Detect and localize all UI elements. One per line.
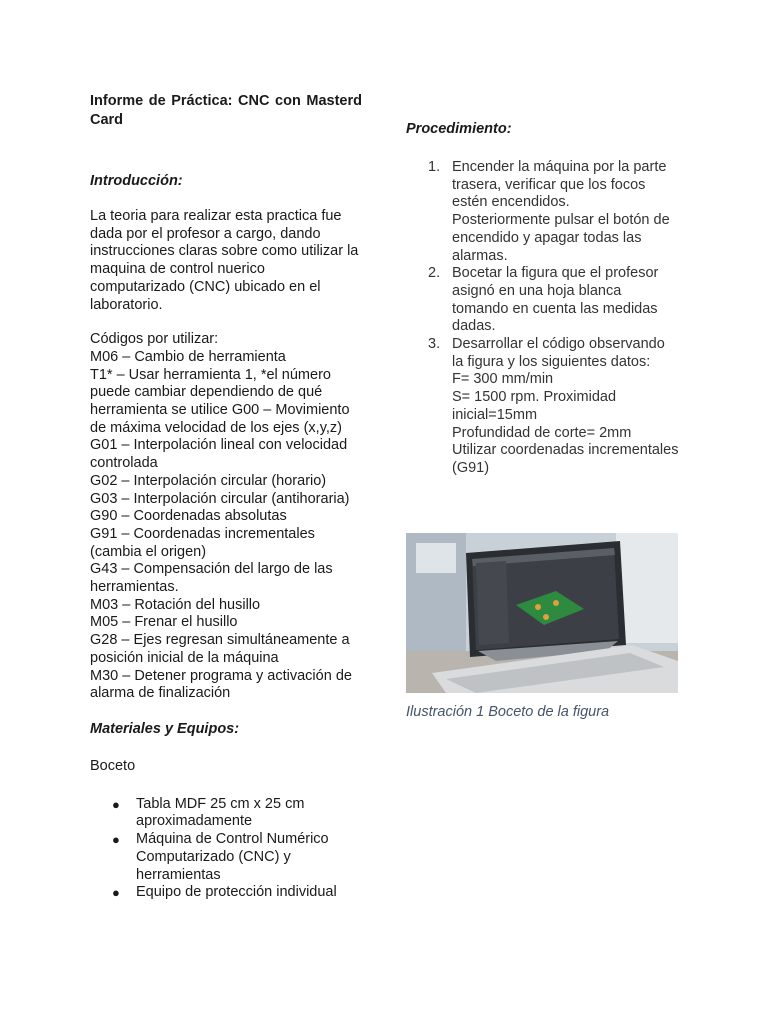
- codes-list: [90, 331, 362, 703]
- laptop-photo: [406, 533, 678, 693]
- step-line: Desarrollar el código observando la figura y los siguientes datos:: [452, 336, 665, 370]
- list-item: ● Máquina de Control Numérico Computarizado (CNC) y herramientas: [112, 831, 329, 883]
- bullet-icon: ●: [112, 796, 120, 812]
- step-line: Encender la máquina por la parte trasera, verificar que los focos estén encendidos.: [452, 159, 667, 211]
- intro-paragraph: La teoria para realizar esta practica fue dada por el profesor a cargo, dando instrucciones claras sobre como utilizar la maquina de control nuerico computarizado (CNC) ubicado en el laboratorio.: [90, 208, 359, 313]
- materials-list: [90, 796, 362, 902]
- step-number: 3.: [428, 336, 441, 353]
- codes-line: M05 – Frenar el husillo: [90, 614, 238, 631]
- bullet-icon: ●: [112, 832, 120, 848]
- codes-line: G91 – Coordenadas incrementales (cambia el origen): [90, 525, 315, 560]
- step-line: F= 300 mm/min: [452, 371, 554, 388]
- codes-line: G43 – Compensación del largo de las herramientas.: [90, 561, 333, 596]
- procedure-list: [406, 159, 680, 478]
- materials-heading: Materiales y Equipos:: [90, 720, 240, 737]
- figure-caption: Ilustración 1 Boceto de la figura: [406, 704, 610, 720]
- list-item: [406, 336, 680, 478]
- codes-line: G03 – Interpolación circular (antihoraria): [90, 490, 350, 507]
- step-line: Posteriormente pulsar el botón de encendido y apagar todas las alarmas.: [452, 212, 670, 264]
- codes-line: G01 – Interpolación lineal con velocidad controlada: [90, 437, 348, 472]
- list-item: ● Tabla MDF 25 cm x 25 cm aproximadamente: [112, 795, 305, 830]
- step-number: 1.: [428, 159, 441, 175]
- step-line: Bocetar la figura que el profesor asignó en una hoja blanca tomando en cuenta las medidas dadas.: [452, 265, 659, 335]
- codes-line: M06 – Cambio de herramienta: [90, 348, 286, 365]
- step-line: Profundidad de corte= 2mm: [452, 424, 632, 441]
- intro-heading: Introducción:: [90, 173, 183, 189]
- codes-line: M30 – Detener programa y activación de alarma de finalización: [90, 667, 352, 702]
- procedure-heading: Procedimiento:: [406, 121, 512, 137]
- bullet-icon: ●: [112, 885, 120, 901]
- list-item: [406, 265, 680, 336]
- codes-line: G28 – Ejes regresan simultáneamente a posición inicial de la máquina: [90, 632, 350, 666]
- codes-line: T1* – Usar herramienta 1, *el número puede cambiar dependiendo de qué herramienta se utilice G00 – Movimiento de máxima velocidad de los ejes (x,y,z): [90, 366, 350, 436]
- report-title: Informe de Práctica: CNC con Masterd Card: [90, 93, 362, 128]
- list-item: ● Equipo de protección individual: [112, 884, 337, 901]
- codes-line: G90 – Coordenadas absolutas: [90, 508, 287, 525]
- codes-line: G02 – Interpolación circular (horario): [90, 472, 327, 489]
- list-item: [406, 159, 680, 265]
- step-number: 2.: [428, 265, 441, 282]
- right-column: [406, 120, 680, 478]
- left-column: [90, 92, 362, 902]
- codes-line: Códigos por utilizar:: [90, 331, 219, 348]
- codes-line: M03 – Rotación del husillo: [90, 596, 261, 613]
- step-line: Utilizar coordenadas incrementales (G91): [452, 442, 679, 476]
- step-line: S= 1500 rpm. Proximidad inicial=15mm: [452, 389, 617, 423]
- laptop-photo-illustration: [406, 533, 678, 693]
- boceto-text: Boceto: [90, 757, 136, 774]
